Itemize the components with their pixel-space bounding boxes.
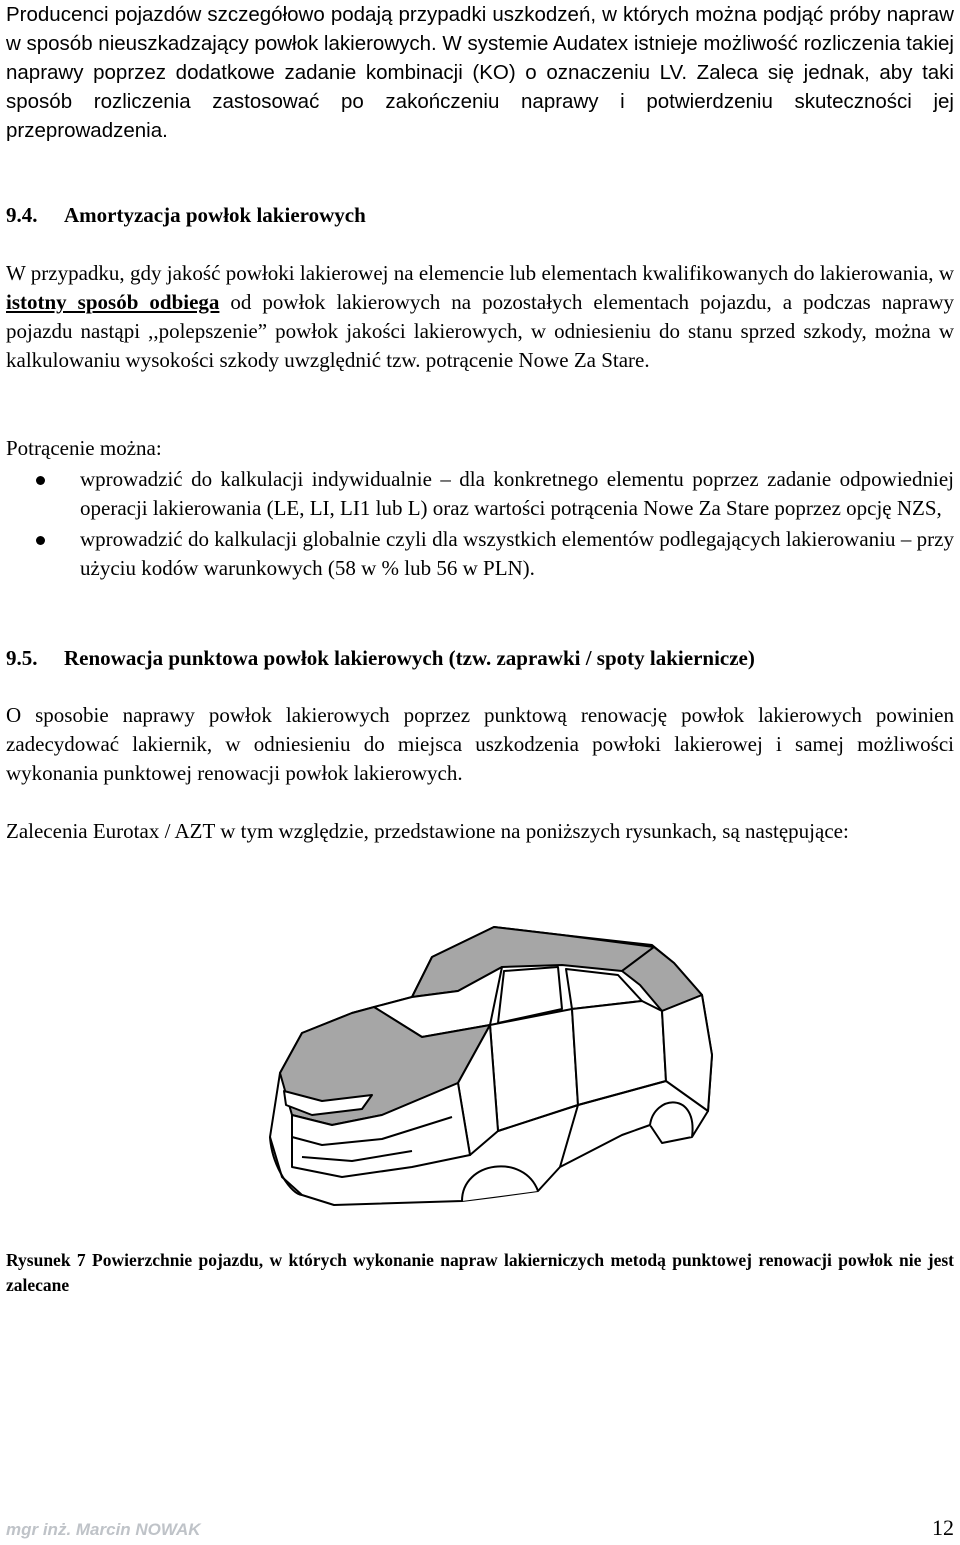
paragraph-text: W przypadku, gdy jakość powłoki lakierowej na elemencie lub elementach kwalifikowanych do lakierowania, w [6, 261, 954, 285]
list-item-text: wprowadzić do kalkulacji indywidualnie – dla konkretnego elementu poprzez zadanie odpowiedniej operacji lakierowania (LE, LI, LI1 lub L) oraz wartości potrącenia Nowe Za Stare poprzez opcję NZS, [80, 467, 954, 520]
section-title: Renowacja punktowa powłok lakierowych (tzw. zaprawki / spoty lakiernicze) [64, 646, 755, 670]
section-number: 9.5. [6, 646, 38, 670]
section-title: Amortyzacja powłok lakierowych [64, 203, 366, 227]
list-item-text: wprowadzić do kalkulacji globalnie czyli dla wszystkich elementów podlegających lakierowaniu – przy użyciu kodów warunkowych (58 w % lub 56 w PLN). [80, 527, 954, 580]
paragraph-text: od powłok lakierowych na pozostałych elementach pojazdu, a podczas naprawy pojazdu nastąpi ,,polepszenie” powłok jakości lakierowych, w odniesieniu do stanu sprzed szkody, można w kalkulowaniu wysokości szkody uwzględnić tzw. potrącenie Nowe Za Stare. [6, 290, 954, 372]
list-item [6, 525, 954, 583]
car-body-illustration [262, 905, 724, 1225]
section-heading-9-4 [6, 203, 366, 228]
deduction-list [6, 465, 954, 585]
deduction-lead: Potrącenie można: [6, 436, 162, 460]
figure-caption: Rysunek 7 Powierzchnie pojazdu, w których wykonanie napraw lakierniczych metodą punktowej renowacji powłok nie jest zalecane [6, 1250, 954, 1295]
section-number: 9.4. [6, 203, 38, 227]
page-number: 12 [932, 1515, 954, 1540]
renovation-paragraph: O sposobie naprawy powłok lakierowych poprzez punktową renowację powłok lakierowych powinien zadecydować lakiernik, w odniesieniu do miejsca uszkodzenia powłoki lakierowej i samej możliwości wykonania punktowej renowacji powłok lakierowych. [6, 703, 954, 785]
section-heading-9-5 [6, 646, 755, 671]
intro-paragraph: Producenci pojazdów szczegółowo podają przypadki uszkodzeń, w których można podjąć próby napraw w sposób nieuszkadzający powłok lakierowych. W systemie Audatex istnieje możliwość rozliczenia takiej naprawy poprzez dodatkowe zadanie kombinacji (KO) o oznaczeniu LV. Zaleca się jednak, aby taki sposób rozliczenia zastosować po zakończeniu naprawy i potwierdzeniu skuteczności jej przeprowadzenia. [6, 3, 954, 142]
bullet-icon [36, 476, 45, 485]
emphasized-phrase: istotny sposób odbiega [6, 290, 220, 314]
bullet-icon [36, 536, 45, 545]
list-item [6, 465, 954, 523]
footer-author: mgr inż. Marcin NOWAK [6, 1520, 201, 1539]
recommendation-paragraph: Zalecenia Eurotax / AZT w tym względzie, przedstawione na poniższych rysunkach, są następujące: [6, 819, 849, 843]
amortization-paragraph [6, 259, 954, 375]
